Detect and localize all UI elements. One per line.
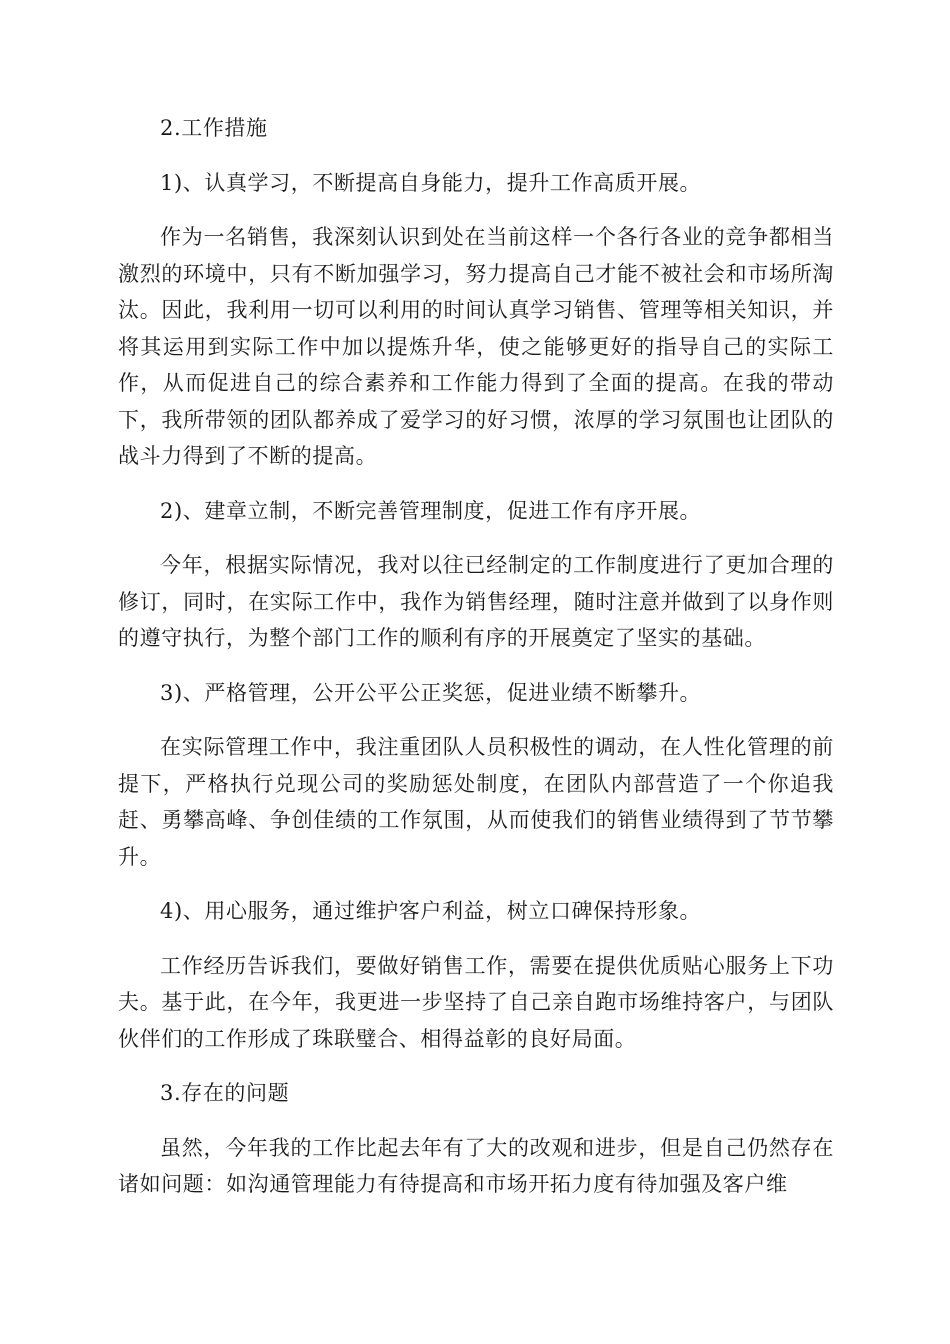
paragraph-rules: 今年，根据实际情况，我对以往已经制定的工作制度进行了更加合理的修订，同时，在实际工作中，我作为销售经理，随时注意并做到了以身作则的遵守执行，为整个部门工作的顺利有序的开展奠定了坚实的基础。 xyxy=(118,553,834,650)
section-heading-work-measures: 2.工作措施 xyxy=(160,116,268,140)
section-heading-problems: 3.存在的问题 xyxy=(160,1081,290,1105)
item-heading-learning: 1)、认真学习，不断提高自身能力，提升工作高质开展。 xyxy=(160,170,702,195)
paragraph-problems: 虽然，今年我的工作比起去年有了大的改观和进步，但是自己仍然存在诸如问题：如沟通管理能力有待提高和市场开拓力度有待加强及客户维 xyxy=(118,1135,834,1196)
paragraph-service: 工作经历告诉我们，要做好销售工作，需要在提供优质贴心服务上下功夫。基于此，在今年，我更进一步坚持了自己亲自跑市场维持客户，与团队伙伴们的工作形成了珠联璧合、相得益彰的良好局面。 xyxy=(118,953,834,1051)
paragraph-management: 在实际管理工作中，我注重团队人员积极性的调动，在人性化管理的前提下，严格执行兑现公司的奖励惩处制度，在团队内部营造了一个你追我赶、勇攀高峰、争创佳绩的工作氛围，从而使我们的销售业绩得到了节节攀升。 xyxy=(118,735,834,869)
paragraph-learning: 作为一名销售，我深刻认识到处在当前这样一个各行各业的竞争都相当激烈的环境中，只有不断加强学习，努力提高自己才能不被社会和市场所淘汰。因此，我利用一切可以利用的时间认真学习销售、管理等相关知识，并将其运用到实际工作中加以提炼升华，使之能够更好的指导自己的实际工作，从而促进自己的综合素养和工作能力得到了全面的提高。在我的带动下，我所带领的团队都养成了爱学习的好习惯，浓厚的学习氛围也让团队的战斗力得到了不断的提高。 xyxy=(118,225,834,468)
item-heading-rules: 2)、建章立制，不断完善管理制度，促进工作有序开展。 xyxy=(160,498,702,523)
item-heading-service: 4)、用心服务，通过维护客户利益，树立口碑保持形象。 xyxy=(160,899,702,923)
document-page xyxy=(118,110,834,1221)
item-heading-management: 3)、严格管理，公开公平公正奖惩，促进业绩不断攀升。 xyxy=(160,680,702,705)
